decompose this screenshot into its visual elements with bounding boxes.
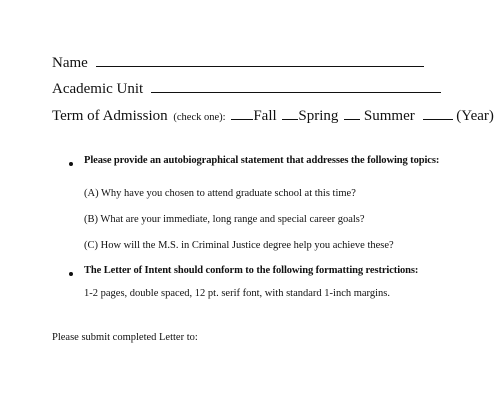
term-option-fall: Fall xyxy=(253,108,277,124)
term-note: (check one): xyxy=(173,112,226,123)
name-blank-line[interactable] xyxy=(96,54,424,67)
term-label: Term of Admission xyxy=(52,108,168,124)
bullet-icon xyxy=(69,162,73,166)
spring-check-blank[interactable] xyxy=(282,107,298,120)
term-option-spring: Spring xyxy=(298,108,339,124)
section2-body: 1-2 pages, double spaced, 12 pt. serif font, with standard 1-inch margins. xyxy=(84,288,390,299)
section1-item-b: (B) What are your immediate, long range and special career goals? xyxy=(84,214,365,225)
section1-item-c: (C) How will the M.S. in Criminal Justice degree help you achieve these? xyxy=(84,240,394,251)
section2-heading: The Letter of Intent should conform to the following formatting restrictions: xyxy=(84,265,419,276)
year-label: (Year) xyxy=(456,108,494,124)
term-option-summer: Summer xyxy=(363,108,415,124)
year-blank-line[interactable] xyxy=(423,107,453,120)
section1-item-a: (A) Why have you chosen to attend graduate school at this time? xyxy=(84,188,356,199)
section1-heading: Please provide an autobiographical statement that addresses the following topics: xyxy=(84,155,440,166)
academic-unit-field-row xyxy=(52,80,441,98)
term-of-admission-row xyxy=(52,107,494,125)
academic-unit-blank-line[interactable] xyxy=(151,80,441,93)
academic-unit-label: Academic Unit xyxy=(52,81,144,97)
name-label: Name xyxy=(52,55,88,71)
summer-check-blank[interactable] xyxy=(344,107,360,120)
submit-instruction: Please submit completed Letter to: xyxy=(52,332,198,343)
name-field-row xyxy=(52,54,424,72)
fall-check-blank[interactable] xyxy=(231,107,253,120)
bullet-icon xyxy=(69,272,73,276)
